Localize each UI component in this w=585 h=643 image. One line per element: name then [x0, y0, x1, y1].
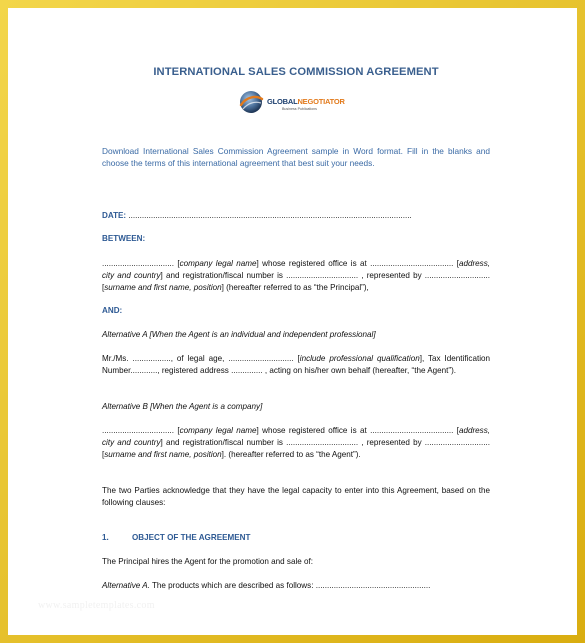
- alternative-a-heading: Alternative A [When the Agent is an individual and independent professional]: [102, 330, 376, 339]
- document-title: INTERNATIONAL SALES COMMISSION AGREEMENT: [153, 66, 439, 78]
- acknowledge-paragraph: The two Parties acknowledge that they have the legal capacity to enter into this Agreement, based on the following clauses:: [102, 486, 490, 507]
- logo-wordmark: GLOBALNEGOTIATOR: [267, 97, 345, 106]
- globalnegotiator-logo: [238, 88, 368, 124]
- section-1-title: OBJECT OF THE AGREEMENT: [132, 533, 251, 542]
- date-line: [102, 210, 490, 222]
- between-label: BETWEEN:: [102, 234, 146, 243]
- document-page: [8, 8, 577, 635]
- globe-logo-icon: [238, 89, 264, 115]
- alternative-a-products-paragraph: Alternative A. The products which are described as follows: ...................................................: [102, 581, 431, 590]
- intro-paragraph: Download International Sales Commission Agreement sample in Word format. Fill in the blanks and choose the terms of this international agreement that best suit your needs.: [102, 146, 490, 168]
- alternative-b-heading: Alternative B [When the Agent is a company]: [102, 402, 263, 411]
- date-blank: ..............................................................................................................................: [128, 211, 412, 220]
- date-label: DATE:: [102, 211, 127, 220]
- agent-individual-paragraph: Mr./Ms. ................., of legal age, ............................. [include professional qualification], Tax Identification Number............, registered address .............. , acting on his/her own behalf (hereafter, “the Agent”).: [102, 354, 490, 375]
- section-1-number: 1.: [102, 533, 109, 542]
- principal-paragraph: ................................ [company legal name] whose registered office is at ..................................... [address, city and country] and registration/fiscal number is ................................ , represented by ............................. [surname and first name, position] (hereafter referred to as “the Principal”),: [102, 259, 490, 292]
- watermark-text: www.sampletemplates.com: [38, 600, 155, 611]
- principal-hires-paragraph: The Principal hires the Agent for the promotion and sale of:: [102, 557, 314, 566]
- logo-tagline: Business Publications: [282, 107, 317, 111]
- and-label: AND:: [102, 306, 123, 315]
- section-1-heading: [102, 533, 250, 542]
- agent-company-paragraph: ................................ [company legal name] whose registered office is at ..................................... [address, city and country] and registration/fiscal number is ................................ , represented by ............................. [surname and first name, position]. (hereafter referred to as “the Agent”).: [102, 426, 490, 459]
